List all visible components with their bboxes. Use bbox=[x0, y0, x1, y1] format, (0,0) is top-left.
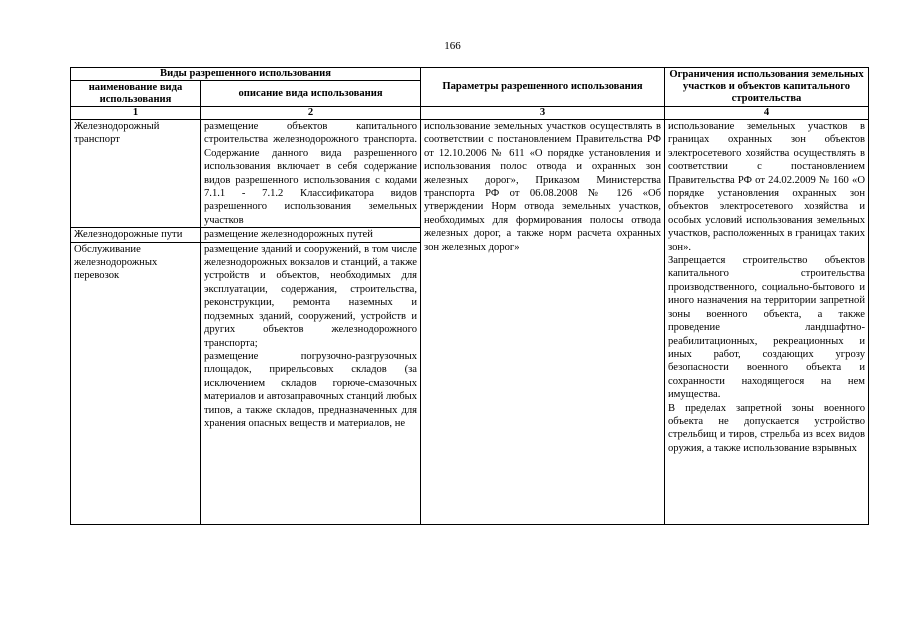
restrictions-paragraph: использование земельных участков в границах охранных зон объектов электросетевого хозяйства осуществлять в соответствии с постановлением Правительства РФ от 24.02.2009 № 160 «О порядке установления охранных зон объектов электросетевого хозяйства и особых условий использования земельных участков, расположенных в границах таких зон». bbox=[668, 121, 865, 253]
column-number-1: 1 bbox=[71, 107, 201, 120]
parameters-cell: использование земельных участков осуществлять в соответствии с постановлением Правительства РФ от 12.10.2006 № 611 «О порядке установления и использования полос отвода и охранных зон железных дорог», Приказом Министерства транспорта РФ от 06.08.2008 № 126 «Об утверждении Норм отвода земельных участков, необходимых для формирования полосы отвода железных дорог, а также норм расчета охранных зон железных дорог» bbox=[421, 120, 665, 525]
header-restrictions: Ограничения использования земельных участков и объектов капитального строительства bbox=[665, 68, 869, 107]
restrictions-paragraph: В пределах запретной зоны военного объекта не допускается устройство стрельбищ и тиров, стрельба из всех видов оружия, а также использование взрывных bbox=[668, 402, 865, 454]
header-use-name: наименование вида использования bbox=[71, 81, 201, 107]
table-row bbox=[71, 120, 869, 228]
page-number: 166 bbox=[444, 40, 461, 52]
description-paragraph: размещение зданий и сооружений, в том числе железнодорожных вокзалов и станций, а также устройств и объектов, необходимых для эксплуатации, содержания, строительства, реконструкции, ремонта наземных и подземных зданий, сооружений, устройств и других объектов железнодорожного транспорта; bbox=[204, 243, 417, 349]
use-description-cell bbox=[201, 242, 421, 524]
header-use-description: описание вида использования bbox=[201, 81, 421, 107]
header-parameters: Параметры разрешенного использования bbox=[421, 68, 665, 107]
column-number-4: 4 bbox=[665, 107, 869, 120]
header-group-title: Виды разрешенного использования bbox=[71, 68, 421, 81]
column-number-3: 3 bbox=[421, 107, 665, 120]
column-number-2: 2 bbox=[201, 107, 421, 120]
use-name-cell: Железнодорожные пути bbox=[71, 228, 201, 242]
restrictions-cell bbox=[665, 120, 869, 525]
restrictions-paragraph: Запрещается строительство объектов капитального строительства производственного, социально-бытового и иного назначения на территории запретной зоны военного объекта, а также проведение ландшафтно-реабилитационных, рекреационных и иных работ, создающих угрозу безопасности военного объекта и сохранности находящегося на нем имущества. bbox=[668, 255, 865, 401]
description-paragraph: размещение погрузочно-разгрузочных площадок, прирельсовых складов (за исключением складов горюче-смазочных материалов и автозаправочных станций любых типов, а также складов, предназначенных для хранения опасных веществ и материалов, не bbox=[204, 350, 417, 429]
use-description-cell: размещение объектов капитального строительства железнодорожного транспорта. Содержание данного вида разрешенного использования включает в себя содержание видов разрешенного использования с кодами 7.1.1 - 7.1.2 Классификатора видов разрешенного использования земельных участков bbox=[201, 120, 421, 228]
land-use-table bbox=[70, 67, 869, 525]
use-name-cell: Железнодорожный транспорт bbox=[71, 120, 201, 228]
use-description-cell: размещение железнодорожных путей bbox=[201, 228, 421, 242]
use-name-cell: Обслуживание железнодорожных перевозок bbox=[71, 242, 201, 524]
